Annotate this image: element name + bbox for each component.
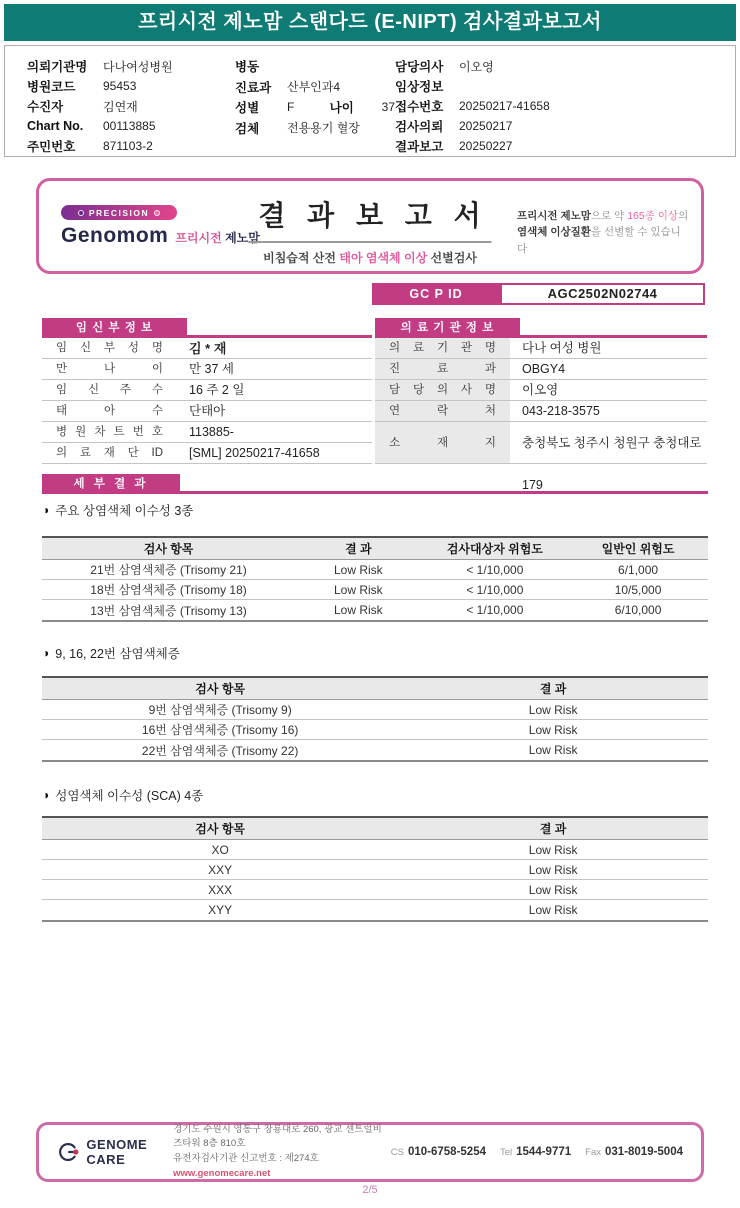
table-header-row: [42, 818, 708, 840]
mother-info-table: [42, 318, 372, 464]
field-value: 20250227: [459, 139, 513, 153]
field-value: 전용용기 혈장: [287, 121, 360, 136]
column-header: 검사 항목: [143, 542, 194, 556]
contact-value: 031-8019-5004: [604, 1146, 683, 1158]
half-circle-bullet-icon: [42, 504, 49, 516]
table-cell: Low Risk: [334, 582, 383, 597]
footer-address: [173, 1123, 391, 1182]
row-value: OBGY4: [522, 362, 566, 376]
field-specimen: [235, 118, 395, 139]
row-label: 임 신 주 수: [56, 384, 163, 396]
details-section-title: 세 부 결 과: [42, 474, 180, 494]
table-row: [375, 380, 707, 401]
table-row: [42, 338, 372, 359]
field-value: 다나여성병원: [103, 59, 173, 74]
section-heading-trisomy-9-16-22: [42, 644, 180, 662]
row-label: 태 아 수: [56, 405, 163, 417]
table-row: [375, 359, 707, 380]
table-cell: 9번 삼염색체증 (Trisomy 9): [148, 703, 292, 717]
license-line: 유전자검사기관 신고번호 : 제274호: [173, 1153, 319, 1164]
gcp-id-value: AGC2502N02744: [500, 283, 705, 305]
clinic-info-table: [375, 318, 707, 492]
table-row: [42, 359, 372, 380]
website-url: www.genomecare.net: [173, 1167, 271, 1179]
field-label: 담당의사: [395, 60, 444, 74]
table-row: [42, 401, 372, 422]
field-sex-age: [235, 97, 395, 118]
brand-sub-pink: 프리시전: [175, 231, 222, 245]
table-row: [42, 443, 372, 464]
field-chart-no: [27, 116, 235, 136]
field-label: 병원코드: [27, 80, 76, 94]
field-clinical-info: [395, 76, 725, 96]
field-label: 주민번호: [27, 140, 76, 154]
field-value: 산부인과4: [287, 80, 341, 95]
contact-label: CS: [390, 1147, 404, 1158]
table-cell: Low Risk: [528, 743, 578, 757]
table-cell: Low Risk: [528, 882, 578, 897]
field-value: 37: [381, 100, 395, 115]
table-row: [42, 380, 372, 401]
field-department: [235, 77, 395, 98]
brand-sub-dark: 제노맘: [225, 231, 260, 245]
field-resident-no: [27, 136, 235, 156]
row-value: 충청북도 청주시 청원구 충청대로 179: [522, 436, 702, 492]
result-table-trisomy-9-16-22: [42, 676, 708, 762]
table-cell: Low Risk: [528, 702, 578, 717]
table-cell: < 1/10,000: [466, 603, 524, 617]
row-value: [SML] 20250217-41658: [189, 446, 320, 460]
table-cell: 21번 삼염색체증 (Trisomy 21): [90, 563, 247, 577]
contact-value: 010-6758-5254: [407, 1146, 486, 1158]
contact-label: Tel: [499, 1147, 513, 1158]
contact-value: 1544-9771: [516, 1146, 572, 1158]
row-value: 단태아: [189, 404, 226, 418]
result-table-sca: [42, 816, 708, 922]
section-heading-text: 9, 16, 22번 삼염색체증: [55, 647, 180, 661]
half-circle-bullet-icon: [42, 647, 49, 659]
result-table-autosome: [42, 536, 708, 622]
brand-line: [61, 224, 260, 248]
table-row: [42, 880, 708, 900]
row-label: 의 료 재 단 ID: [56, 447, 163, 459]
patient-header-col3: [395, 56, 725, 156]
precision-badge: [61, 205, 177, 220]
contact-label: Fax: [585, 1147, 601, 1158]
field-report-date: [395, 136, 725, 156]
field-value: 00113885: [103, 119, 156, 133]
table-cell: Low Risk: [528, 903, 578, 917]
patient-header-col2: [235, 56, 395, 156]
subtitle-suffix: 선별검사: [427, 251, 477, 265]
report-subtitle: [248, 249, 491, 266]
table-row: [42, 900, 708, 920]
footer: [36, 1122, 704, 1182]
patient-header-col1: [27, 56, 235, 156]
row-value: 043-218-3575: [522, 404, 600, 418]
clinic-info-title: 의 료 기 관 정 보: [375, 318, 520, 338]
row-value: 113885-: [189, 425, 234, 439]
row-value: 만 37 세: [189, 362, 234, 376]
footer-contacts: [391, 1146, 683, 1158]
tagline-pink: 165종 이상: [627, 210, 679, 222]
column-header: 검사대상자 위험도: [446, 542, 543, 556]
table-cell: Low Risk: [528, 842, 578, 857]
field-value: 95453: [103, 79, 137, 93]
tagline-gray: 을 선별할 수 있습니다: [517, 226, 681, 255]
genome-care-logo-icon: [57, 1138, 80, 1166]
table-cell: 16번 삼염색체증 (Trisomy 16): [141, 723, 299, 737]
subtitle-highlight: 태아 염색체 이상: [339, 251, 428, 265]
row-value: 다나 여성 병원: [522, 341, 602, 355]
table-row: [42, 740, 708, 760]
field-value: F: [287, 100, 295, 115]
column-header: 결 과: [345, 542, 372, 556]
table-cell: 22번 삼염색체증 (Trisomy 22): [141, 743, 299, 758]
table-row: [42, 700, 708, 720]
row-label: 만 나 이: [56, 363, 163, 375]
genome-care-logo: [57, 1137, 173, 1167]
table-row: [42, 422, 372, 443]
clinic-info-title-row: [375, 318, 707, 338]
field-value: 871103-2: [103, 139, 153, 153]
field-label: 병동: [235, 60, 260, 75]
table-header-row: [42, 678, 708, 700]
field-label: 결과보고: [395, 140, 444, 154]
row-label: 병 원 차 트 번 호: [56, 426, 163, 438]
row-value: 김 * 재: [189, 341, 227, 356]
badge-dot-icon: [78, 210, 84, 216]
mother-info-title: 임 신 부 정 보: [42, 318, 187, 338]
field-ward: [235, 56, 395, 77]
field-label: 검사의뢰: [395, 120, 444, 134]
table-row: [42, 840, 708, 860]
brand-wordmark: Genomom: [61, 224, 169, 247]
field-label: 의뢰기관명: [27, 60, 88, 74]
row-value: 이오영: [522, 383, 559, 397]
table-cell: 10/5,000: [614, 582, 662, 597]
field-value: 20250217-41658: [459, 99, 550, 113]
table-cell: XXX: [208, 882, 233, 897]
brand-subtitle: [175, 229, 260, 246]
column-header: 결 과: [539, 682, 567, 696]
field-requesting-org: [27, 56, 235, 76]
page-title: 프리시전 제노맘 스탠다드 (E-NIPT) 검사결과보고서: [4, 4, 736, 41]
field-label: 접수번호: [395, 100, 444, 114]
row-label: 임 신 부 성 명: [56, 342, 163, 354]
field-hospital-code: [27, 76, 235, 96]
table-cell: Low Risk: [334, 562, 383, 577]
contact-fax: [585, 1146, 683, 1158]
tagline-bold: 프리시전 제노맘: [517, 210, 591, 222]
row-label: 진 료 과: [375, 359, 510, 379]
table-row: [42, 720, 708, 740]
tagline-gray: 으로 약: [590, 210, 628, 222]
badge-dot-icon: [154, 210, 160, 216]
field-label: Chart No.: [27, 119, 84, 133]
details-section-header: [42, 474, 708, 494]
section-heading-text: 성염색체 이수성 (SCA) 4종: [55, 789, 204, 803]
table-row: [42, 860, 708, 880]
gcp-id-label: GC P ID: [372, 283, 500, 305]
genome-care-logo-text: GENOME CARE: [86, 1137, 148, 1167]
report-title: 결 과 보 고 서: [248, 194, 491, 243]
field-label: 진료과: [235, 80, 272, 95]
field-label: 수진자: [27, 100, 64, 114]
table-cell: Low Risk: [528, 722, 578, 737]
field-doctor: [395, 56, 725, 76]
column-header: 검사 항목: [195, 822, 245, 836]
table-row: [375, 401, 707, 422]
genomom-logo: [61, 205, 260, 248]
table-cell: XXY: [208, 862, 233, 877]
half-circle-bullet-icon: [42, 789, 49, 801]
field-patient-name: [27, 96, 235, 116]
field-request-date: [395, 116, 725, 136]
table-cell: < 1/10,000: [466, 582, 524, 597]
report-tagline: [517, 208, 689, 257]
row-label: 소 재 지: [375, 422, 510, 463]
table-row: [42, 580, 708, 600]
table-row: [375, 422, 707, 492]
badge-label: PRECISION: [88, 207, 150, 218]
field-label: 성별: [235, 101, 260, 116]
report-title-block: [248, 194, 491, 266]
table-row: [42, 560, 708, 580]
field-value: 이오영: [459, 59, 494, 74]
mother-info-title-row: [42, 318, 372, 338]
page-number: 2/5: [362, 1184, 378, 1196]
address-line: 경기도 수원시 영통구 창룡대로 260, 광교 센트럴비즈타워 8층 810호: [173, 1123, 382, 1150]
table-cell: XYY: [208, 903, 233, 917]
field-value: 김연재: [103, 99, 138, 114]
column-header: 검사 항목: [195, 682, 245, 696]
section-heading-autosome: [42, 501, 193, 519]
patient-header: [4, 45, 736, 157]
table-cell: 6/1,000: [618, 562, 659, 577]
report-header-box: [36, 178, 704, 274]
table-cell: 6/10,000: [614, 603, 662, 617]
contact-tel: [500, 1146, 571, 1158]
row-value: 16 주 2 일: [189, 383, 245, 397]
table-cell: Low Risk: [528, 862, 578, 877]
field-label: 검체: [235, 121, 260, 136]
row-label: 연 락 처: [375, 401, 510, 421]
table-cell: < 1/10,000: [466, 562, 524, 577]
table-cell: 13번 삼염색체증 (Trisomy 13): [90, 603, 247, 618]
column-header: 결 과: [539, 822, 567, 836]
table-header-row: [42, 538, 708, 560]
field-label: 임상정보: [395, 80, 444, 94]
tagline-gray: 의: [678, 210, 689, 222]
row-label: 의 료 기 관 명: [375, 338, 510, 358]
subtitle-prefix: 비침습적 산전: [263, 251, 340, 265]
field-label: 나이: [329, 101, 354, 116]
field-value: 20250217: [459, 119, 513, 133]
table-row: [375, 338, 707, 359]
table-cell: XO: [211, 842, 229, 857]
contact-cs: [391, 1146, 486, 1158]
section-heading-sca: [42, 786, 203, 804]
table-cell: 18번 삼염색체증 (Trisomy 18): [90, 583, 247, 597]
column-header: 일반인 위험도: [601, 542, 675, 556]
table-row: [42, 600, 708, 620]
field-receipt-no: [395, 96, 725, 116]
tagline-bold: 염색체 이상질환: [517, 226, 591, 239]
section-heading-text: 주요 상염색체 이수성 3종: [55, 504, 194, 518]
table-cell: Low Risk: [334, 603, 383, 617]
row-label: 담 당 의 사 명: [375, 380, 510, 400]
